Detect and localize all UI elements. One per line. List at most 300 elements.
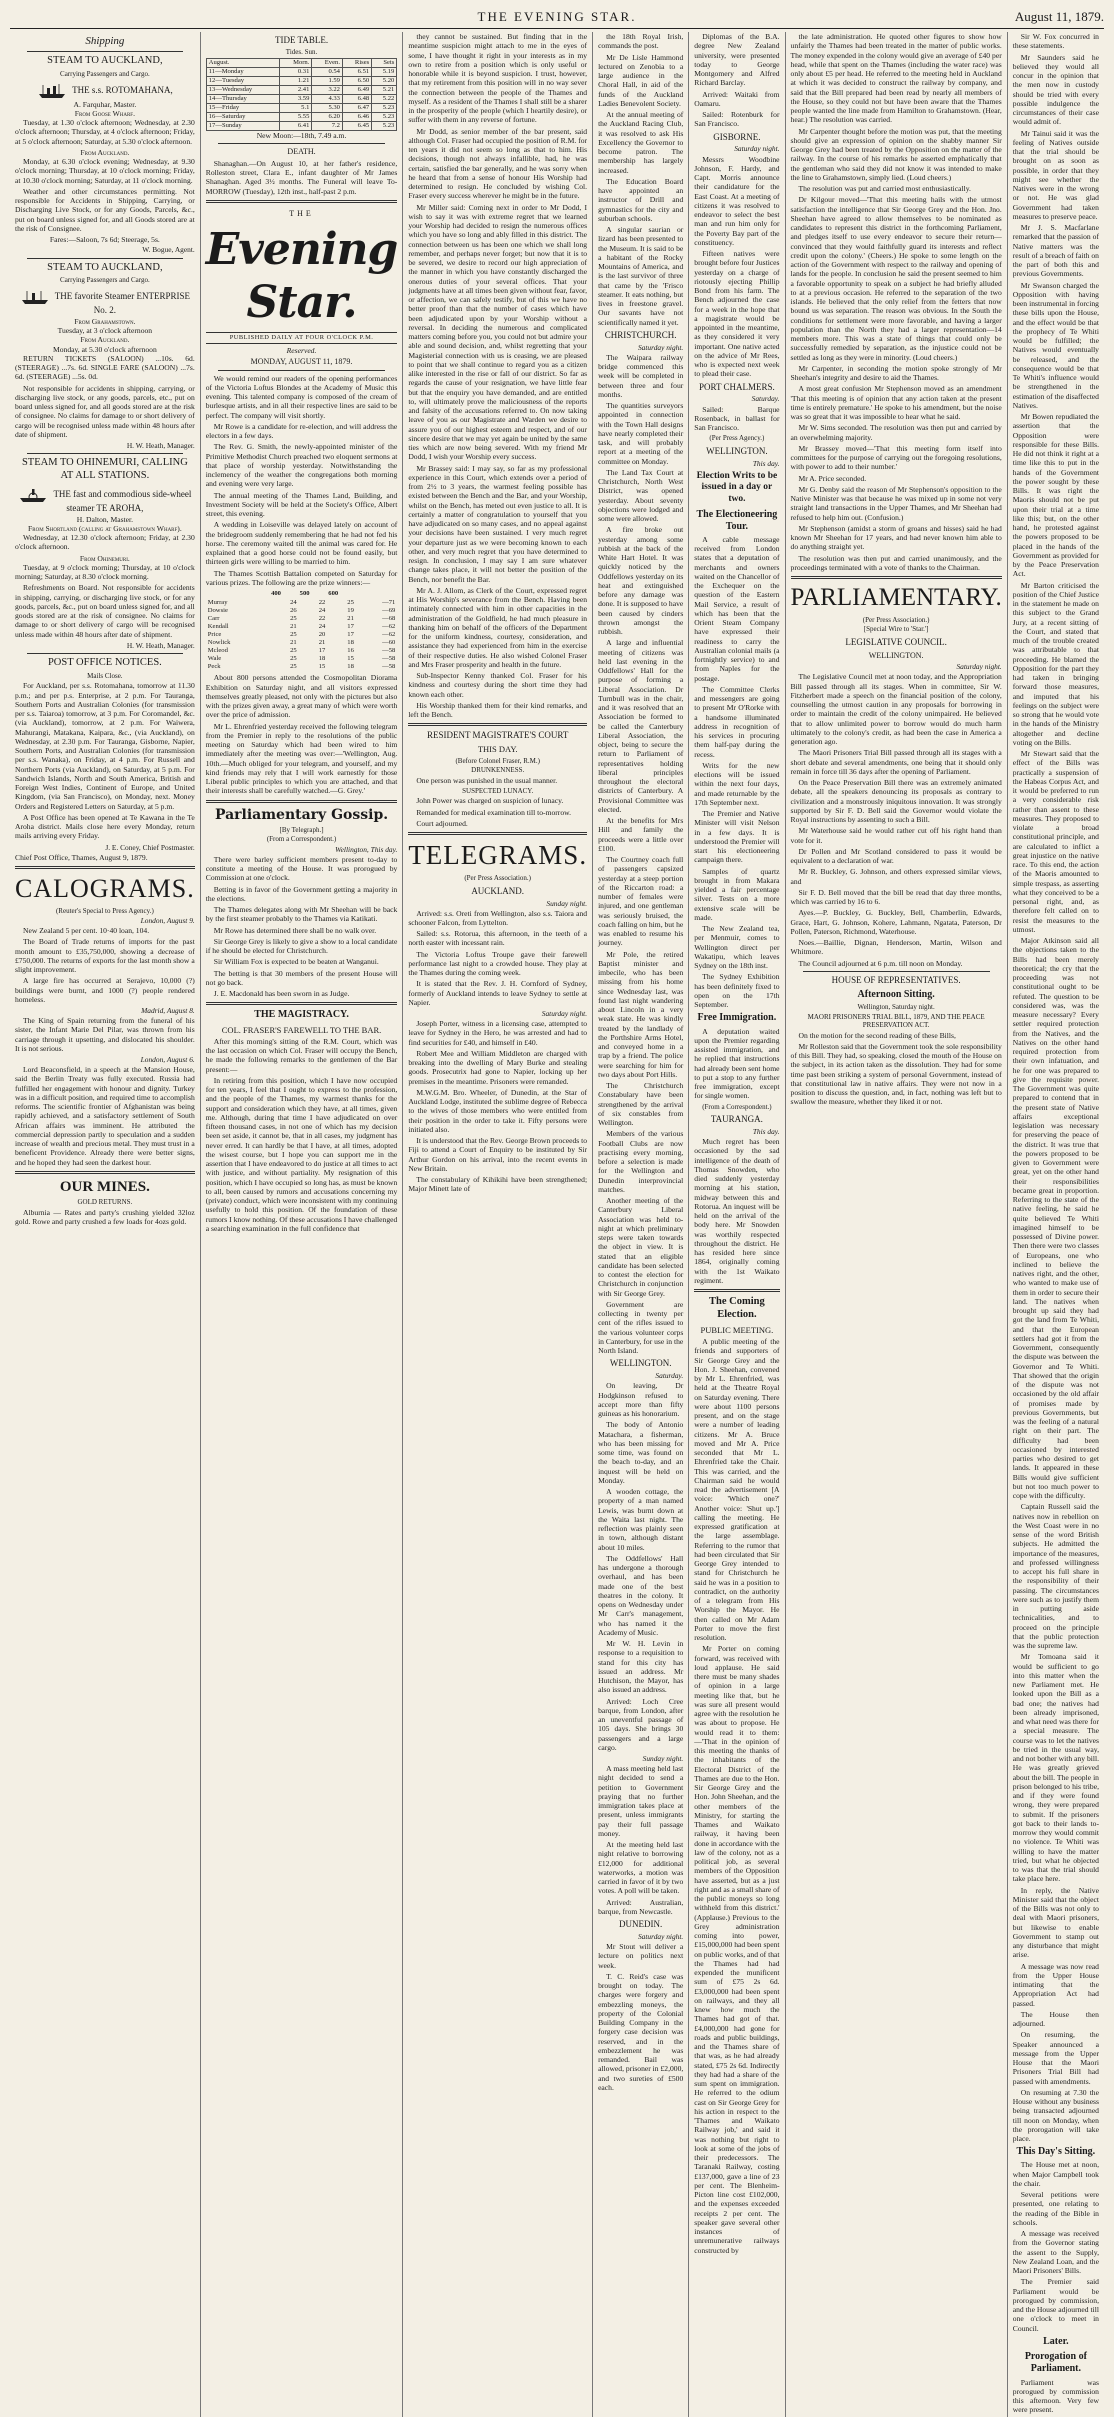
dateline: Saturday. (655, 1371, 684, 1381)
article-paragraph: The Land Tax Court at Christchurch, North West District, was opened yesterday. About seventy objections were lodged and some were allowed. (598, 467, 684, 523)
table-cell: 0.31 (280, 67, 312, 76)
article-paragraph: A public meeting of the friends and supporters of Sir George Grey and the Hon. J. Sheehan, convened by Mr L. Ehrenfried, was held at the Theatre Royal on Saturday evening. There were about 1100 persons present, and on the stage were a number of leading citizens. Mr A. Bruce moved and Mr A. Price seconded that Mr L. Ehrenfried take the Chair. This was carried, and the Chairman said he would read the advertisement [A voice: 'Which one?' Another voice: 'Shut up.'] calling the meeting. He expressed gratification at the large assemblage. Referring to the rumor that had been circulated that Sir George Grey intended to stand for Christchurch he said he was in a position to contradict, on the authority of a telegram from His Worship the Mayor. He then called on Mr Adam Porter to move the first resolution. (694, 1337, 780, 1643)
table-cell: Nowlick (207, 639, 231, 647)
article-paragraph: Court adjourned. (416, 818, 468, 828)
table-cell: 0.54 (312, 67, 343, 76)
article-paragraph: In retiring from this position, which I have now occupied for ten years, I feel that I ought to express to the profession, and the people of the Thames, my warmest thanks for the support and consideration which they have, at all times, given me. Although, during that time I have adjudicated on over fifteen thousand cases, in not one of which has my decision been set aside, it cannot be, that in all cases, my judgment has never erred. It can hardly be that I have, at all times, adopted the wisest course, but I hope you can support me in the assertion that I have endeavored to do justice at all times to act with justice, and without partiality. My resignation of this position, which I have occupied so long has, as must be known to all, been caused by rumors and accusations concerning my (private) conduct, which were inconsistent with my continuing usefully to hold this position. Of the foundation of these rumors I know nothing. Of these accusations I have challenged a searching examination in the full confidence that (205, 1075, 398, 1233)
place-heading: TAURANGA. (710, 1114, 763, 1125)
table-header-cell: Sets (372, 58, 397, 67)
table-cell: 16 (347, 647, 354, 655)
steamship-icon (20, 289, 50, 305)
table-cell: 13—Wednesday (206, 85, 279, 94)
publication-line: PUBLISHED DAILY AT FOUR O'CLOCK P.M. (206, 332, 398, 344)
bill-title: MAORI PRISONERS TRIAL BILL, 1879, AND THE PEACE PRESERVATION ACT. (807, 1012, 985, 1030)
article-paragraph: The Rev. G. Smith, the newly-appointed minister of the Primitive Methodist Church preached two eloquent sermons at that place of worship yesterday. Notwithstanding the inclemency of the weather the congregations both morning and evening were very large. (205, 442, 398, 489)
section-heading: Free Immigration. (697, 1012, 777, 1024)
parliamentary-sub: (Per Press Association.) (862, 615, 930, 624)
table-cell: 6.48 (342, 94, 371, 103)
result-row (206, 655, 398, 663)
ad-from: From Shortland (calling at Grahamstown Wharf). (28, 523, 182, 533)
table-cell: 18 (347, 639, 354, 647)
article-paragraph: The Christchurch Constabulary have been strengthened by the arrival of six constables from Wellington. (598, 1081, 684, 1127)
article-paragraph: Sub-Inspector Kenny thanked Col. Fraser for his kindness and courtesy during the short time they had known each other. (408, 671, 588, 699)
table-cell: 12—Tuesday (206, 76, 279, 85)
article-paragraph: Diplomas of the B.A. degree New Zealand university, were presented today to George Montgomery and Alfred Richard Barclay. (694, 32, 780, 88)
article-paragraph: Mr Waterhouse said he would rather cut off his right hand than vote for it. (790, 826, 1002, 845)
table-cell: 5.30 (312, 103, 343, 112)
article-paragraph: the 18th Royal Irish, commands the post. (598, 32, 684, 51)
shooting-results-table (206, 589, 398, 671)
death-heading: DEATH. (287, 147, 316, 156)
table-cell: 25 (290, 655, 297, 663)
article-paragraph: New Zealand 5 per cent. 10·40 loan, 104. (23, 926, 150, 936)
result-row (206, 631, 398, 639)
article-paragraph: Mr Porter on coming forward, was received with loud applause. He said there must be many shades of opinion in a large meeting like that, but he was sure all present would agree with the resolution he was about to propose. He would read it to them:—'That in the opinion of this meeting the thanks of the inhabitants of the Electoral District of the Thames are due to the Hon. Sir George Grey and the Hon. John Sheehan, and the other members of the Ministry, for starting the Thames and Waikato railway, it having been done in accordance with the law of the colony, not as a political job, as several members of the Opposition have asserted, but as a just right and as a small share of the public moneys so long withheld from this district.' (Applause.) Previous to the Grey administration coming into power, £15,000,000 had been spent on public works, and of that the Thames had had expended the munificent sum of £75 2s 6d. £3,000,000 had been spent on railways, and they all knew how much the Thames had got of that. £4,000,000 had gone for roads and public buildings, and the Thames share of that was, as he had already stated, £75 2s 6d. Indirectly they had had a share of the sum spent on immigration. He referred to the odium cast on Sir George Grey for his action in respect to the 'Thames and Waikato Railway job,' and said it was nothing but right to look at some of the jobs of their predecessors. The Taranaki Railway, costing £137,000, gave a line of 23 per cent. The Blenheim-Picton line cost £102,000, and the expenses exceeded receipts 2 per cent. The speaker gave several other instances of unremunerative railways constructed by (694, 1644, 780, 2255)
table-header-cell (206, 589, 270, 599)
article-paragraph: At the annual meeting of the Auckland Racing Club, it was resolved to ask His Excellency the Governor to become patron. The membership has largely increased. (598, 110, 684, 175)
article-paragraph: On the Peace Preservation Bill there was an extremely animated debate, all the speakers denouncing its proposals as contrary to civilization and a monstrously iniquitous innovation. It was strongly supported by Sir F. D. Bell said the Governor would violate the Royal instructions by assenting to such a Bill. (790, 778, 1002, 825)
column-4 (593, 32, 689, 2417)
table-cell: Dowsie (207, 607, 228, 615)
dateline: London, August 9. (140, 916, 195, 926)
ad-note: Weather and other circumstances permitting. Not responsible for Accidents in Shipping, Carrying, or Discharging Live Stock, or for any Goods, Parcels, &c., put on board unless signed for, and all Goods stored are at the risk of Consignee. (15, 186, 195, 233)
column-5 (689, 32, 785, 2417)
ad-ship: THE fast and commodious side-wheel steamer TE AROHA, (15, 487, 195, 514)
table-cell: 18 (318, 655, 326, 663)
article-paragraph: A cable message received from London states that a deputation of merchants and owners waited on the Chancellor of the Exchequer on the question of the Eastern Mail Service, a result of which has been that the Orient Steam Company have expressed their readiness to carry the Australian colonial mails (a fortnightly service) to and from Naples for the postage. (694, 534, 780, 683)
article-paragraph: On resuming, the Speaker announced a message from the Upper House that the Maori Prisoners Trial Bill had passed with amendments. (1012, 2030, 1099, 2086)
table-cell: 19 (347, 607, 354, 615)
article-paragraph: A mass meeting held last night decided to send a petition to Government praying that no further immigration takes place at present, unless immigrants pay their full passage money. (598, 1764, 684, 1838)
ad-heading: STEAM TO AUCKLAND, (47, 261, 163, 273)
tide-row (206, 103, 397, 112)
table-cell: Murray (207, 599, 228, 607)
article-paragraph: Sir George Grey is likely to give a show to a local candidate if he should be elected for Christchurch. (205, 936, 398, 956)
ad-subheading: Carrying Passengers and Cargo. (60, 70, 150, 79)
columns (10, 32, 1104, 2415)
article-paragraph: Joseph Porter, witness in a licensing case, attempted to leave for Sydney in the Hero, he was arrested and had to find securities for £40, and himself in £40. (408, 1019, 588, 1047)
table-cell: Carr (207, 615, 220, 623)
article-paragraph: Mr Carpenter, in seconding the motion spoke strongly of Mr Sheehan's integrity and desire to aid the Thames. (790, 363, 1002, 382)
post-office-signature: J. E. Coney, Chief Postmaster. (105, 842, 195, 852)
calograms-sub: (Reuter's Special to Press Agency.) (55, 906, 154, 915)
article-paragraph: Mr Stephenson (amidst a storm of groans and hisses) said he had known Mr Sheehan for 17 years, and had never known him able to do anything straight yet. (790, 523, 1002, 552)
article-paragraph: Mr Rowe has determined there shall be no walk over. (213, 925, 377, 935)
table-header-cell: 400 (271, 590, 281, 598)
table-cell: —71 (382, 599, 396, 607)
article-paragraph: A wedding in Loiseville was delayed lately on account of the bridegroom suddenly remembering that he had not fed his horse. The ceremony waited till the animal was cared for. He explained that a good horse could not be found easily, but thirteen girls were willing to be married to him. (205, 520, 398, 567)
article-paragraph: Noes.—Baillie, Dignan, Henderson, Martin, Wilson and Whitmore. (790, 938, 1002, 957)
section-subheading: Afternoon Sitting. (857, 988, 935, 1000)
ad-from: From Ohinemuri. (79, 553, 130, 563)
article-paragraph: Mr W. Sims seconded. The resolution was then put and carried by an overwhelming majority. (790, 423, 1002, 442)
tide-row (206, 85, 397, 94)
post-office-sub: Mails Close. (87, 671, 123, 680)
table-cell: 6.49 (342, 85, 371, 94)
table-cell: 5.23 (372, 121, 397, 130)
place-heading: WELLINGTON. (609, 1358, 672, 1369)
table-cell: Kendall (207, 623, 229, 631)
ad-note: Refreshments on Board. Not responsible for accidents in shipping, carrying, or discharging live stock, or for any goods, parcels, &c., put on board unless signed for, and all goods stored are at the risk of consignee. No claims for damage to or short delivery of cargo will be recognised unless made within 48 hours after date of shipment. (15, 583, 195, 639)
table-cell: 2.41 (280, 85, 312, 94)
table-cell: 17 (347, 623, 354, 631)
table-cell: —69 (382, 607, 396, 615)
section-heading: HOUSE OF REPRESENTATIVES. (831, 974, 961, 985)
section-heading: This Day's Sitting. (1016, 2146, 1096, 2158)
article-paragraph: It is understood that the Rev. George Brown proceeds to Fiji to attend a Court of Enquiry to be instituted by Sir Arthur Gordon on his arrival, into the recent events in New Britain. (408, 1136, 588, 1173)
article-paragraph: Sir W. Fox concurred in these statements. (1012, 32, 1099, 51)
section-heading: LEGISLATIVE COUNCIL. (845, 636, 947, 647)
place-heading: DUNEDIN. (619, 1919, 663, 1930)
shipping-heading: Shipping (85, 35, 125, 47)
article-paragraph: The resolution was then put and carried unanimously, and the proceedings terminated with a vote of thanks to the Chairman. (790, 553, 1002, 572)
ad-times: Monday, at 6.30 o'clock evening; Wednesday, at 9.30 o'clock morning; Thursday, at 10 o'clock morning; Friday, at 10.30 o'clock morning; Saturday, at 11 o'clock morning. (15, 157, 195, 185)
article-paragraph: Mr L. Ehrenfried yesterday received the following telegram from the Premier in reply to the resolutions of the public meeting on Saturday which had been wired to him immediately after the meeting was over:—'Wellington, Aug. 10th.—Much obliged for your telegram, and yourself, and my kind friends may rely that I will work earnestly for those Liberal public principles to which you are attached, and that their interests shall be carefully watched.—G. Grey.' (205, 721, 398, 796)
article-paragraph: Dr Kilgour moved—'That this meeting hails with the utmost satisfaction the intelligence that Sir George Grey and the Hon. Jno. Sheehan have agreed to allow themselves to be nominated as candidates to represent this district in the forthcoming Parliament, and pledges itself to use every endeavor to secure their return—convinced that they would faithfully guard its interests and reflect credit upon the colony.' (Cheers.) He spoke to some length on the action of the Government with respect to the railway and opening of lands for the people. In conclusion he said the present seemed to him a favorable opportunity to speak on a subject he had briefly alluded to at a previous occasion. He referred to the separation of the two islands. He believed that the only relief from the fetters that now bound us was separation. The reason was obvious. In the South the conditions for settlement were more favorable, and having a larger population than the North they had a larger representation—14 members more. This was a state of things that could only be successfully remedied by separation, as the injustice could not be settled as long as they were in minority. (Loud cheers.) (790, 195, 1002, 362)
post-office-notice: A Post Office has been opened at Te Kawana in the Te Aroha district. Mails close here every Monday, return mails arriving every Friday. (15, 812, 195, 841)
place-heading: WELLINGTON. (706, 445, 768, 456)
telegrams-heading: TELEGRAMS. (408, 840, 588, 871)
article-paragraph: A wooden cottage, the property of a man named Lewis, was burnt down at the Waita last night. The reflection was plainly seen in town, although distant about 10 miles. (598, 1487, 684, 1552)
table-cell: 6.41 (280, 121, 312, 130)
article-paragraph: Parliament was prorogued by commission this afternoon. Very few were present. (1012, 2377, 1099, 2415)
mines-sub: GOLD RETURNS. (77, 1198, 133, 1207)
table-cell: 15 (318, 663, 326, 671)
article-paragraph: A fire broke out yesterday among some rubbish at the back of the White Hart Hotel. It was quickly noticed by the Oddfellows yesterday on its heat and extinguished before any damage was done. It is supposed to have been caused by cinders thrown amongst the rubbish. (598, 525, 684, 636)
ad-times: Wednesday, at 12.30 o'clock afternoon; Friday, at 2.30 o'clock afternoon. (15, 533, 195, 552)
mines-heading: OUR MINES. (59, 1178, 150, 1195)
article-paragraph: Mr Rowe is a candidate for re-election, and will address the electors in a few days. (205, 421, 398, 441)
reserved-label: Reserved. (286, 345, 317, 355)
table-cell: 25 (347, 599, 354, 607)
article-paragraph: The New Zealand tea, per Menmuir, comes to Wellington direct per Wakatipu, which leaves Sydney on the 18th inst. (694, 924, 780, 971)
table-cell: 3.59 (280, 94, 312, 103)
tide-row (206, 94, 397, 103)
telegrams-sub: (Per Press Association.) (464, 874, 532, 883)
dateline: Saturday night. (734, 144, 780, 154)
article-paragraph: Mr Swanson charged the Opposition with having been instrumental in forcing these bills upon the House, and the effect would be that the prophecy of Te Whiti would be fulfilled; the Natives would eventually be released, and the consequence would be that Te Whiti's influence would be strengthened in the estimation of the disaffected Natives. (1012, 280, 1099, 410)
tide-row (206, 121, 397, 130)
article-paragraph: Mr Carpenter thought before the motion was put, that the meeting should give an expression of opinion on the shabby manner Sir George Grey had been treated by the Opposition on the matter of the railway. In the course of his remarks he asserted emphatically that the gentleman who said they did not know it was intended to make the line to Grahamstown, simply lied. (Loud cheers.) (790, 126, 1002, 182)
dateline: Wellington, This day. (335, 844, 398, 854)
magistracy-heading: THE MAGISTRACY. (254, 1009, 349, 1021)
article-paragraph: The resolution was put and carried most enthusiastically. (798, 184, 971, 193)
article-paragraph: The Board of Trade returns of imports for the past month amount to £35,750,000, showing a decrease of £750,000. The returns of exports for the last month show a slight improvement. (15, 937, 195, 975)
dateline: Saturday. (751, 394, 780, 404)
table-cell: —58 (382, 647, 396, 655)
article-paragraph: The Thames Scottish Battalion competed on Saturday for various prizes. The following are the prize winners:— (205, 568, 398, 587)
ad-ship: THE favorite Steamer ENTERPRISE No. 2. (15, 289, 195, 316)
dateline: Saturday night. (956, 662, 1002, 672)
result-row (206, 647, 398, 655)
article-paragraph: The Premier said Parliament would be prorogued by commission, and the House adjourned till one o'clock to meet in Council. (1012, 2277, 1099, 2333)
ad-fares: RETURN TICKETS (SALOON) ...10s. 6d. (STEERAGE) ...7s. 6d. SINGLE FARE (SALOON) ...7s. 6d. (STEERAGE) ...5s. 0d. (15, 353, 195, 382)
article-paragraph: The House then adjourned. (1012, 2009, 1099, 2028)
article-paragraph: Alburnia — Rates and party's crushing yielded 32loz gold. Rowe and party crushed a few loads for 4ozs gold. (15, 1207, 195, 1226)
article-paragraph: Arrived: s.s. Oreti from Wellington, also s.s. Taiora and schooner Falcon, from Lyttelton. (408, 908, 588, 927)
table-cell: 22 (318, 615, 326, 623)
article-paragraph: About 800 persons attended the Cosmopolitan Diorama Exhibition on Saturday night, and all visitors expressed themselves greatly pleased, not only with the pictures but also with the prizes given away, a great many of which were worth over the price of admission. (205, 673, 398, 720)
article-paragraph: Mr Pole, the retired Baptist minister and imbecile, who has been missing from his home since Wednesday last, was found last night wandering about Lincoln in a very weak state. He was kindly treated by the landlady of the Porthshire Arms Hotel, and conveyed home in a trap by a friend. The police were searching for him for two days about Port Hills. (598, 949, 684, 1079)
tide-row (206, 112, 397, 121)
result-row (206, 599, 398, 607)
result-row (206, 607, 398, 615)
table-cell: 25 (290, 663, 297, 671)
article-paragraph: Arrived: Loch Cree barque, from London, after an uneventful passage of 105 days. She brings 30 passengers and a large cargo. (598, 1696, 684, 1752)
article-paragraph: Much regret has been occasioned by the sad intelligence of the death of Thomas Snowden, who died suddenly yesterday morning at his station, midway between this and Rotorua. An inquest will be held on the arrival of the body here. Mr Snowden was worthily respected throughout the district. He has resided here since 1864, originally coming with the 1st Waikato regiment. (694, 1137, 780, 1285)
parliamentary-wire: [Special Wire to 'Star.'] (863, 625, 929, 634)
table-cell: 21 (290, 639, 297, 647)
table-cell: —58 (382, 655, 396, 663)
table-cell: 5.1 (280, 103, 312, 112)
table-cell: 17 (347, 631, 354, 639)
article-paragraph: Mr Saunders said he believed they would all concur in the opinion that the men now in custody should be tried with every possible indulgence the circumstances of their case would admit of. (1012, 52, 1099, 127)
article-paragraph: The King of Spain returning from the funeral of his sister, the Infant Marie Del Pilar, was thrown from his carriage through it upsetting, and dislocated his shoulder. It is not serious. (15, 1016, 195, 1053)
article-paragraph: The Council adjourned at 6 p.m. till noon on Monday. (798, 958, 963, 968)
article-paragraph: Mr Bowen repudiated the assertion that the Opposition were responsible for these Bills. He did not think it right at a time like this to put in the hands of the Government the power sought by these Bills. It was right the Maoris should not be put upon their trial at a time like this; but, on the other hand, he protested against the powers proposed to be placed in the hands of the Government as provided for by the Peace Preservation Act. (1012, 412, 1099, 579)
tide-table-sub: Tides. Sun. (285, 47, 318, 56)
table-cell: 22 (318, 599, 326, 607)
article-paragraph: J. E. Macdonald has been sworn in as Judge. (213, 989, 350, 999)
table-cell: 21 (290, 623, 297, 631)
article-paragraph: On resuming at 7.30 the House without any business being transacted adjourned till noon on Monday, when the prorogation will take place. (1012, 2087, 1099, 2143)
article-paragraph: At the meeting held last night relative to borrowing £12,000 for additional waterworks, a motion was carried in favor of it by two votes. A poll will be taken. (598, 1840, 684, 1896)
column-7 (1008, 32, 1104, 2417)
place-heading: WELLINGTON. (868, 650, 924, 660)
post-office-date: Chief Post Office, Thames, August 9, 1879. (15, 852, 148, 862)
table-cell: 24 (290, 599, 297, 607)
table-header-cell: 600 (328, 590, 339, 598)
table-cell: 5.55 (280, 112, 312, 121)
article-paragraph: A message was now read from the Upper House intimating that the Appropriation Act had passed. (1012, 1961, 1099, 2008)
table-cell: Wale (207, 655, 222, 663)
article-paragraph: Lord Beaconsfield, in a speech at the Mansion House, said the Berlin Treaty was fully executed. Russia had fulfilled her engagement with honour and dignity. Turkey was in a difficult position, and required time to accomplish reforms. The scientific frontier of Afghanistan was being rapidly achieved, and a satisfactory settlement of South African affairs was imminent. He attributed the commercial depression partly to speculation and a sudden increase of wealth and precious metal. They must trust in a beneficent Providence. Already there were better signs, and he hoped they had seen the darkest hour. (15, 1065, 195, 1167)
tide-table (206, 58, 398, 131)
ad-heading: STEAM TO OHINEMURI, CALLING AT ALL STATIONS. (21, 457, 188, 481)
table-header-cell (356, 589, 397, 599)
table-cell: 18 (347, 663, 354, 671)
article-paragraph: After this morning's sitting of the R.M. Court, which was the last occasion on which Col. Fraser will occupy the Bench, he made the following remarks to the gentlemen of the Bar present:— (205, 1036, 398, 1074)
ad-from: From Auckland. (80, 335, 130, 345)
ad-times: Monday, at 5.30 o'clock afternoon (52, 344, 157, 354)
table-cell: 4.33 (312, 94, 343, 103)
table-cell: 5.21 (372, 85, 397, 94)
article-paragraph: There were barley sufficient members present to-day to constitute a meeting of the House. It was prorogued by Commission at one o'clock. (205, 854, 398, 883)
article-paragraph: A message was received from the Governor stating the assent to the Supply, New Zealand Loan, and the Maori Prisoners' Bills. (1012, 2229, 1099, 2276)
ad-from: From Goose Wharf. (74, 108, 135, 118)
article-paragraph: Major Atkinson said all the objections taken to the Bills had been merely theoretical; the cry that the proceeding was not constitutional ought to be refuted. The question to be considered was, was the measure necessary? Every settler required protection from the Natives, and the Natives on the other hand required protection from their own infatuation, and he for one was prepared to give the requisite power. The Government was quite prepared to contend that in the present state of Native affairs exceptional legislation was necessary for preserving the peace of the district. It was true that the powers proposed to be given to Government were great, yet on the other hand their responsibilities became great in proportion. Referring to the state of the native feeling, he said he quite believed Te Whiti imagined himself to be possessed of Divine power. Then there were two classes of Europeans, one who inclined to believe the natives right, and the other, who wanted to make use of them in order to secure their land. The natives when brought up said they had got the land from Te Whiti, and that the European settlers had got it from the Government, consequently the dispute was between the Governor and Te Whiti. That showed that the origin of the dispute was not occasioned by the old affair of promises made by previous Governments, but was the feeling of a natural right on their part. The difficulty had been occasioned by interested parties who desired to get lands. It appeared in these Bills would give sufficient but not too much power to cope with the difficulty. (1012, 936, 1099, 1500)
article-paragraph: A singular saurian or lizard has been presented to the Museum. It is said to be a habitant of the Rocky Mountains of America, and is the last survivor of three that came by the 'Frisco steamer. It eats nothing, but lives in freestone gravel. Our savants have not scientifically named it yet. (598, 225, 684, 327)
dateline: Sunday night. (642, 1754, 684, 1763)
logo-the: THE (289, 208, 314, 218)
article-paragraph: Mr Rolleston said that the Government took the sole responsibility of this Bill. They had, so speaking, closed the mouth of the House on the subject, in its action taken as the dissolution. They had for some time past been striking a system of personal Government, instead of that constitutional law in native affairs. They were not now in a position to discuss the question, and, in fact, nothing was left but to swallow the measure, whether they liked it or not. (790, 1041, 1002, 1107)
dateline: London, August 6. (140, 1055, 195, 1065)
issue-dateline: MONDAY, AUGUST 11, 1879. (250, 356, 353, 366)
article-paragraph: The Oddfellows' Hall has undergone a thorough overhaul, and has been made one of the best theatres in the colony. It opens on Wednesday under Mr Carr's management, who has named it the Academy of Music. (598, 1553, 684, 1637)
table-cell: 25 (290, 615, 297, 623)
death-notice: Shanaghan.—On August 10, at her father's residence, Rolleston street, Clara E., infant daughter of Mr James Shanaghan. Aged 3½ months. The Funeral will leave To-MORROW (Tuesday), 12th inst., half-past 2 p.m. (205, 158, 398, 196)
article-paragraph: Writs for the new elections will be issued within the next four days, and made returnable by the 17th September next. (694, 760, 780, 807)
calograms-heading: CALOGRAMS. (15, 873, 195, 903)
ad-from: From Auckland. (80, 147, 130, 157)
gossip-sub: [By Telegraph.] (279, 825, 324, 834)
ad-from: From Grahamstown. (74, 316, 136, 326)
table-cell: —62 (382, 631, 396, 639)
court-day: THIS DAY. (477, 744, 518, 755)
table-cell: 6.46 (342, 112, 371, 121)
article-paragraph: The constabulary of Kihikihi have been strengthened; Major Minett late of (408, 1175, 588, 1194)
article-paragraph: Arrived: Australian, barque, from Newcastle. (598, 1897, 684, 1916)
tide-row (206, 67, 397, 76)
table-cell: 5.23 (372, 112, 397, 121)
article-paragraph: The Victoria Loftus Troupe gave their farewell performance last night to a crowded house. They play at the Thames during the coming week. (408, 949, 588, 978)
article-paragraph: M.W.G.M. Bro. Wheeler, of Dunedin, at the Star of Auckland Lodge, instituted the sublime degree of Rebecca to the wives of those members who were entitled from their position in the order to take it. Fifty persons were initiated also. (408, 1087, 588, 1134)
gossip-heading: Parliamentary Gossip. (214, 806, 389, 823)
article-paragraph: Ayes.—P. Buckley, G. Buckley, Bell, Chamberlin, Edwards, Grace, Hart, G. Johnson, Kohere, Lahmann, Ngatata, Paterson, Dr Pollen, Paterson, Richmond, Waterhouse. (790, 908, 1002, 936)
article-paragraph: The Thames delegates along with Mr Sheehan will be back by the first steamer probably to the Thames via Katikati. (205, 905, 398, 924)
ad-ship: THE s.s. ROTOMAHANA, (15, 83, 195, 99)
article-paragraph: A most great confusion Mr Stephenson moved as an amendment 'That this meeting is of opinion that any action taken at the present time is entirely premature.' He spoke to his amendment, but the noise was so great that it was impossible to hear what he said. (790, 384, 1002, 421)
tide-row (206, 76, 397, 85)
article-paragraph: Mr A. Price seconded. (798, 473, 867, 483)
section-heading: Election Writs to be issued in a day or two. (696, 470, 778, 504)
article-paragraph: Captain Russell said the natives now in rebellion on the West Coast were in no sense of the word British subjects. He admitted the importance of the measures, and professed willingness to accept his full share in the responsibility of their passing. The circumstances were such as to justify them in putting aside technicalities, and to proceed on the principle that the public protection was the supreme law. (1012, 1502, 1099, 1650)
article-paragraph: The Courtney coach full of passengers capsized yesterday at a steep portion of the Riccarton road: a number of females were injured, and one gentleman was seriously bruised, the coach falling on him, but he was enabled to resume his journey. (598, 855, 684, 948)
article-paragraph: It is stated that the Rev. J. H. Cornford of Sydney, formerly of Auckland intends to leave Sydney to settle at Napier. (408, 979, 588, 1007)
place-sub: Wellington, Saturday night. (857, 1002, 935, 1011)
article-paragraph: Sailed: s.s. Rotorua, this afternoon, in the teeth of a north easter with incessant rain. (408, 929, 588, 948)
newspaper-title: THE EVENING STAR. (477, 9, 637, 24)
article-paragraph: The House met at noon, when Major Campbell took the chair. (1012, 2160, 1099, 2188)
magistracy-sub: COL. FRASER'S FAREWELL TO THE BAR. (221, 1024, 382, 1035)
table-header-cell: August. (206, 58, 279, 67)
paddle-steamer-icon (18, 487, 48, 503)
table-cell: 21 (318, 639, 326, 647)
article-paragraph: At the benefits for Mrs Hill and family the proceeds were a little over £100. (598, 816, 684, 853)
table-cell: 5.23 (372, 103, 397, 112)
section-heading: The Electioneering Tour. (696, 508, 778, 532)
table-cell: 15—Friday (206, 103, 279, 112)
place-heading: PORT CHALMERS. (698, 381, 775, 392)
article-paragraph: Mr Stewart said that the effect of the Bills was practically a suspension of the Habeas Corpus Act, and it would be preferred to run a very considerable risk rather than assent to these measures. They proposed to violate a broad constitutional principle, and are calculated to inflict a great injustice on the native race. To this end, the action of the Maoris amounted to simple trespass, as asserting what they conceived to be a personal right, and, as therefore felt called on to resist the measures to the utmost. (1012, 749, 1099, 934)
article-paragraph: The betting is that 30 members of the present House will not go back. (205, 968, 398, 987)
ad-master: H. Dalton, Master. (76, 514, 134, 524)
table-cell: 3.22 (312, 85, 343, 94)
ad-note: Not responsible for accidents in shipping, carrying, or discharging live stock, or any goods, parcels, etc., put on board unless signed for, and all goods stored are at the risk of consignee. No claims for damage to or short delivery of cargo will be recognised unless made within 48 hours after date of shipment. (15, 383, 195, 439)
table-cell: 6.45 (342, 121, 371, 130)
ad-fares: Fares:—Saloon, 7s 6d; Steerage, 5s. (49, 235, 160, 245)
table-cell: 17—Sunday (206, 121, 279, 130)
article-paragraph: Sir F. D. Bell moved that the bill be read that day three months, which was carried by 16 to 6. (790, 887, 1002, 907)
table-cell: Peck (207, 663, 221, 671)
article-paragraph: Sir William Fox is expected to be beaten at Wanganui. (213, 957, 379, 967)
article-paragraph: Several petitions were presented, one relating to the reading of the Bible in schools. (1012, 2190, 1099, 2227)
newspaper-logo: Evening Star. (205, 223, 398, 329)
section-heading: Prorogation of Parliament. (1024, 2351, 1087, 2375)
ad-subheading: Carrying Passengers and Cargo. (60, 276, 150, 285)
article-paragraph: The quantities surveyors appointed in connection with the Town Hall designs have nearly completed their task, and will probably report at a meeting of the committee on Monday. (598, 401, 684, 466)
article-paragraph: Mr Tainui said it was the feeling of Natives outside that the trial should be brought on as soon as possible, in order that they might see whether the Natives were in the wrong or not. He was glad Government had taken measures to preserve peace. (1012, 128, 1099, 221)
article-paragraph: Betting is in favor of the Government getting a majority in the elections. (205, 884, 398, 903)
article-paragraph: they cannot be sustained. But finding that in the meantime suspicion might attach to me in the eyes of some, I have thought it right in your interests as in my own to retire from a position which is only useful or honorable while it is beyond suspicion. I trust, however, that my retirement from this position will in no way sever the connection between the people of the Thames and myself. As a resident of the Thames I shall still be a sharer in the prosperity of the people (which I heartily desire), or suffer with them in any reverse of fortune. (408, 32, 588, 125)
table-cell: 25 (290, 631, 297, 639)
correspondent-sub: (From a Correspondent.) (702, 1102, 772, 1111)
section-heading: The Coming Election. (709, 1296, 765, 1320)
article-paragraph: The annual meeting of the Thames Land, Building, and Investment Society will be held at the Society's Office, Albert street, this evening. (205, 490, 398, 519)
article-paragraph: Another meeting of the Canterbury Liberal Association was held to-night at which preliminary steps were taken towards the object in view. It is stated that an eligible candidate has been selected to contest the election for Christchurch in conjunction with Sir George Grey. (598, 1196, 684, 1298)
article-paragraph: Fifteen natives were brought before four Justices yesterday on a charge of riotously ejecting Phillip Bond from his farm. The Bench adjourned the case for a week in the hope that a magistrate would be appointed in the meantime, as they considered it very important. One native acted on the advice of Mr Rees, who is expected next week to plead their case. (694, 249, 780, 379)
ad-signature: W. Bogue, Agent. (142, 245, 195, 255)
ad-heading: STEAM TO AUCKLAND, (47, 55, 163, 67)
article-paragraph: The Premier and Native Minister will visit Nelson in a few days. It is understood the Premier will start his electioneering campaign there. (694, 809, 780, 865)
dateline: This day. (752, 458, 780, 468)
article-paragraph: T. C. Reid's case was brought on today. The charges were forgery and embezzling moneys, the property of the Colonial Building Company in the forgery case decision was reserved, and in the embezzlement he was remanded. Bail was allowed, prisoner in £2,000, and two sureties of £500 each. (598, 1971, 684, 2092)
article-paragraph: A large and influential meeting of citizens was held last evening in the Oddfellows' Hall for the purpose of forming a Liberal Association. Dr Turnbull was in the chair, and it was resolved that an Association be formed to be called the Canterbury Liberal Association, the object, being to secure the return to Parliament of representatives holding liberal principles throughout the electoral districts of Canterbury. A Provisional Committee was elected. (598, 638, 684, 814)
table-cell: 5.22 (372, 94, 397, 103)
article-paragraph: Robert Mee and William Middleton are charged with breaking into the dwelling of Mary Burke and stealing goods. Prosecutrix had gone to Napier, locking up her premises in the meantime. Prisoners were remanded. (408, 1048, 588, 1086)
article-paragraph: A deputation waited upon the Premier regarding assisted immigration, and he replied that instructions had already been sent home to put a stop to any further free immigration, except for single women. (694, 1026, 780, 1101)
table-cell: 15 (347, 655, 354, 663)
article-paragraph: We would remind our readers of the opening performances of the Victoria Loftus Blondes at the Academy of Music this evening. This talented company is composed of the cream of burlesque artists, and in all their respective lines are said to be perfect. The company will visit shortly. (205, 373, 398, 420)
article-paragraph: His Worship thanked them for their kind remarks, and left the Bench. (408, 700, 588, 719)
table-cell: —58 (382, 663, 396, 671)
article-paragraph: A large fire has occurred at Serajevo, 10,000 (?) buildings were burnt, and 1000 (?) people rendered homeless. (15, 976, 195, 1004)
article-paragraph: Dr Pollen and Mr Scotland considered to pass it would be equivalent to a declaration of war. (790, 846, 1002, 866)
table-cell: 24 (318, 623, 326, 631)
table-cell: Mcleod (207, 647, 228, 655)
place-heading: GISBORNE. (713, 131, 761, 142)
result-row (206, 623, 398, 631)
table-cell: 25 (290, 647, 297, 655)
place-heading: CHRISTCHURCH. (604, 329, 677, 340)
gossip-sub: (From a Correspondent.) (266, 835, 337, 844)
article-paragraph: Mr Miller said: Coming next in order to Mr Dodd, I wish to say it was with extreme regret that we learned your Worship had decided to resign the numerous offices which you have so long and ably filled in this district. The connection between us has been one which we shall long remember, and perhaps never forget; but now that it is to be severed, we desire to record our high appreciation of the manner in which you have constantly discharged the onerous duties of your several offices. That your judgments have at all times been given without fear, favor, or affection, we can safely testify, but of this we have no better proof than that the number of cases which have been adjudicated upon by your Worship without a reversal. In deciding the numerous and complicated matters coming before you, you could not but admire your able and sound decision, and, whilst regretting that your Magisterial connection with us is ceasing, we are pleased to point that we shall continue to regard you as a citizen alike interested in the rise or fall of our district. So far as regards the cause of your resignation, we have little fear but that the enquiry you have demanded, and are entitled to, will ultimately prove the maliciousness of the reports and falsity of the accusations referred to. On now taking leave of you as our Magistrate and Warden we desire to assure you of our highest esteem and respect, and of our sincere desire that we may yet again be united by the same ties which are now being severed. With my friend Mr Dodd, I wish your Worship every success. (408, 202, 588, 462)
table-cell: 6.50 (342, 76, 371, 85)
column-2 (201, 32, 404, 2417)
table-header-cell: Rises (342, 58, 371, 67)
article-paragraph: Mr Barton criticised the position of the Chief Justice in the statement he made on this subject to the Grand Jury, at a recent sitting of the Court, and stated that much of the trouble created was attributable to that proceeding. He blamed the Opposition for the part they had taken in bringing forward those measures, and imputed that his feelings on the subject were so strong that he would vote in the hands of the Ministry altogether and decline voting on the Bills. (1012, 580, 1099, 747)
article-paragraph: Arrived: Waitaki from Oamaru. (694, 89, 780, 108)
ad-master: A. Farquhar, Master. (73, 99, 137, 109)
steamship-icon (37, 83, 67, 99)
article-paragraph: The Legislative Council met at noon today, and the Appropriation Bill passed through all its stages. When in committee, Sir W. Fitzherbert made a speech on the financial position of the colony, counselling the utmost caution in any proposals for borrowing in order to maintain the credit of the colony unimpaired. He believed that to allow unlimited power to borrow would do much harm ultimately to the colony's credit, as had been the case in America a generation ago. (790, 672, 1002, 747)
table-cell: 6.51 (342, 67, 371, 76)
issue-date: August 11, 1879. (1014, 9, 1104, 24)
table-cell: —60 (382, 639, 396, 647)
dateline: This day. (752, 1127, 780, 1137)
article-paragraph: On leaving, Dr Hodgkinson refused to accept more than fifty guineas as his honorarium. (598, 1381, 684, 1418)
article-paragraph: John Power was charged on suspicion of lunacy. (416, 796, 564, 806)
article-paragraph: The Education Board have appointed an instructor of Drill and gymnastics for the city and suburban schools. (598, 176, 684, 223)
section-heading: Later. (1043, 2335, 1069, 2347)
table-cell: —68 (382, 615, 396, 623)
article-paragraph: The body of Antonio Matachara, a fisherman, who has been missing for some time, was found on the beach to-day, and an inquest will be held on Monday. (598, 1420, 684, 1485)
article-paragraph: One person was punished in the usual manner. (416, 775, 558, 785)
article-paragraph: Sailed: Rotenburk for San Francisco. (694, 110, 780, 129)
article-paragraph: the late administration. He quoted other figures to show how unfairly the Thames had been treated in the matter of public works. The money expended in the colony would give an average of £40 per head, while that spent on the Thames (including the water race) was only about £5 per head. He referred to the meeting held in Auckland at which it was decided to construct the railway by company, and said that the Bill prepared had been read by nearly all members of the House, so they could not but have been aware that the Thames people wanted the line made from Hamilton to Grahamstown. (Hear, hear.) The resolution was carried. (790, 32, 1002, 125)
article-paragraph: Sailed: Barque Rosenback, in ballast for San Francisco. (694, 404, 780, 432)
table-cell: Price (207, 631, 222, 639)
table-cell: 21 (347, 615, 354, 623)
result-row (206, 615, 398, 623)
court-sub: DRUNKENNESS. (471, 766, 525, 775)
article-paragraph: Mr Stout will deliver a lecture on politics next week. (598, 1942, 684, 1970)
article-paragraph: Mr Brassey moved—'That this meeting form itself into committees for the purpose of carrying out the foregoing resolutions, with power to add to their number.' (790, 443, 1002, 472)
article-paragraph: The Sydney Exhibition has been definitely fixed to open on the 17th September. (694, 972, 780, 1010)
table-cell: 1.59 (312, 76, 343, 85)
post-office-heading: POST OFFICE NOTICES. (47, 656, 162, 668)
table-cell: 20 (318, 631, 326, 639)
